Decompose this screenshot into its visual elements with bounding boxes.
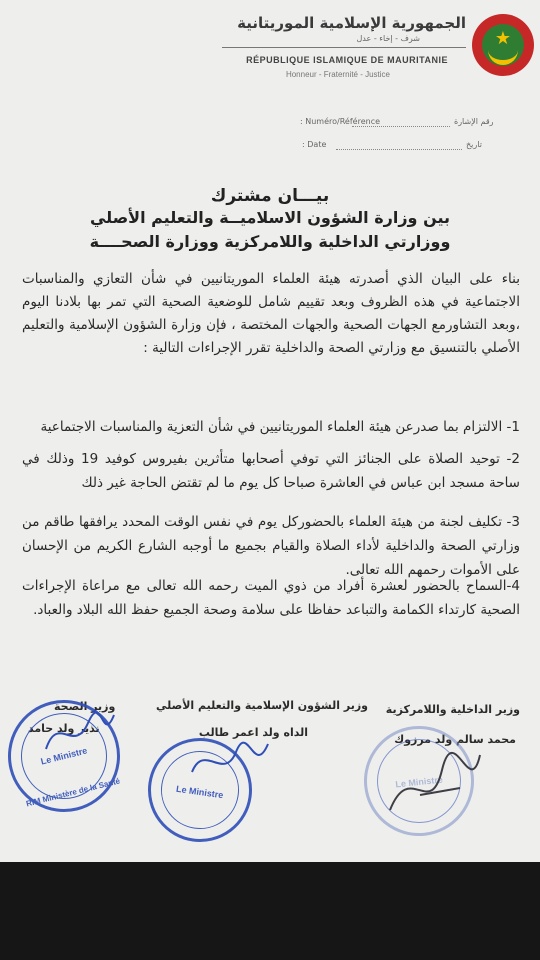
ref-number-ar: رقم الإشارة	[454, 117, 494, 126]
ref-number-fr: Numéro/Référence :	[300, 117, 381, 126]
signature-title-islamic: وزير الشؤون الإسلامية والتعليم الأصلي	[155, 699, 368, 712]
country-name-ar: الجمهورية الإسلامية الموريتانية	[237, 14, 466, 32]
signature-islamic-scribble	[184, 732, 274, 792]
statement-subtitle-2: ووزارتي الداخلية واللامركزية ووزارة الصحــــة	[89, 232, 451, 251]
signature-name-health: نذير ولد حامد	[28, 722, 100, 735]
decision-item-2: 2- توحيد الصلاة على الجنائز التي توفي أصحابها متأثرين بفيروس كوفيد 19 وذلك في ساحة مسجد ابن عباس في العاشرة صباحا كل يوم ما لم تقتض الحاجة غير ذلك	[22, 451, 521, 491]
ref-date-fr: Date :	[302, 140, 327, 149]
decision-item-3: 3- تكليف لجنة من هيئة العلماء بالحضوركل يوم في نفس الوقت المحدد يرافقها طاقم من وزارتي الصحة والداخلية لأداء الصلاة والقيام بجميع ما أوجبه الشارع الكريم من الإحسان على الأموات رحمهم الله تعالى.	[22, 514, 520, 578]
signature-title-health: وزير الصحة	[54, 700, 116, 713]
signature-name-interior: محمد سالم ولد مرزوك	[394, 733, 516, 746]
photo-background-bottom	[0, 862, 540, 960]
signature-title-interior: وزير الداخلية واللامركزية	[385, 703, 520, 716]
decision-item-1: 1- الالتزام بما صدرعن هيئة العلماء الموريتانيين في شأن التعزية والمناسبات الاجتماعية	[40, 419, 520, 435]
motto-fr: Honneur - Fraternité - Justice	[285, 70, 390, 79]
stamp-mid-label: Le Ministre	[175, 783, 224, 801]
stamp-right-label: Le Ministre	[394, 774, 444, 790]
intro-paragraph: بناء على البيان الذي أصدرته هيئة العلماء الموريتانيين في شأن التعازي والمناسبات الاجتماعية في هذه الظروف وبعد تقييم شامل للوضعية الصحية التي تمر بها بلادنا اليوم ،وبعد التشاورمع الجهات الصحية والجهات المختصة ، فإن وزارة الشؤون الإسلامية والتعليم الأصلي بالتنسيق مع وزارتي الصحة والداخلية تقرر الإجراءات التالية :	[22, 271, 520, 356]
country-name-fr: RÉPUBLIQUE ISLAMIQUE DE MAURITANIE	[246, 55, 448, 65]
decision-item-4: 4-السماح بالحضور لعشرة أفراد من ذوي الميت رحمه الله تعالى مع مراعاة الإجراءات الصحية كارتداء الكمامة والتباعد حفاظا على سلامة وصحة الجميع حفظ الله البلاد والعباد.	[22, 578, 520, 618]
stamp-left-ring-text: RIM Ministère de la Santé	[25, 776, 121, 809]
signature-interior-scribble	[380, 740, 490, 830]
statement-subtitle-1: بين وزارة الشؤون الاسلاميــة والتعليم الأصلي	[89, 208, 451, 227]
motto-ar: شرف - إخاء - عدل	[356, 34, 420, 43]
signature-name-islamic: الداه ولد اعمر طالب	[198, 726, 308, 739]
national-emblem: ★	[472, 14, 534, 76]
ref-number-line	[352, 126, 450, 128]
header-divider	[222, 47, 466, 48]
ref-date-line	[336, 149, 462, 151]
signature-health-scribble	[40, 705, 120, 765]
stamp-left-label: Le Ministre	[39, 745, 89, 767]
ref-date-ar: تاريخ	[466, 140, 482, 149]
statement-title: بيـــان مشترك	[210, 186, 330, 206]
